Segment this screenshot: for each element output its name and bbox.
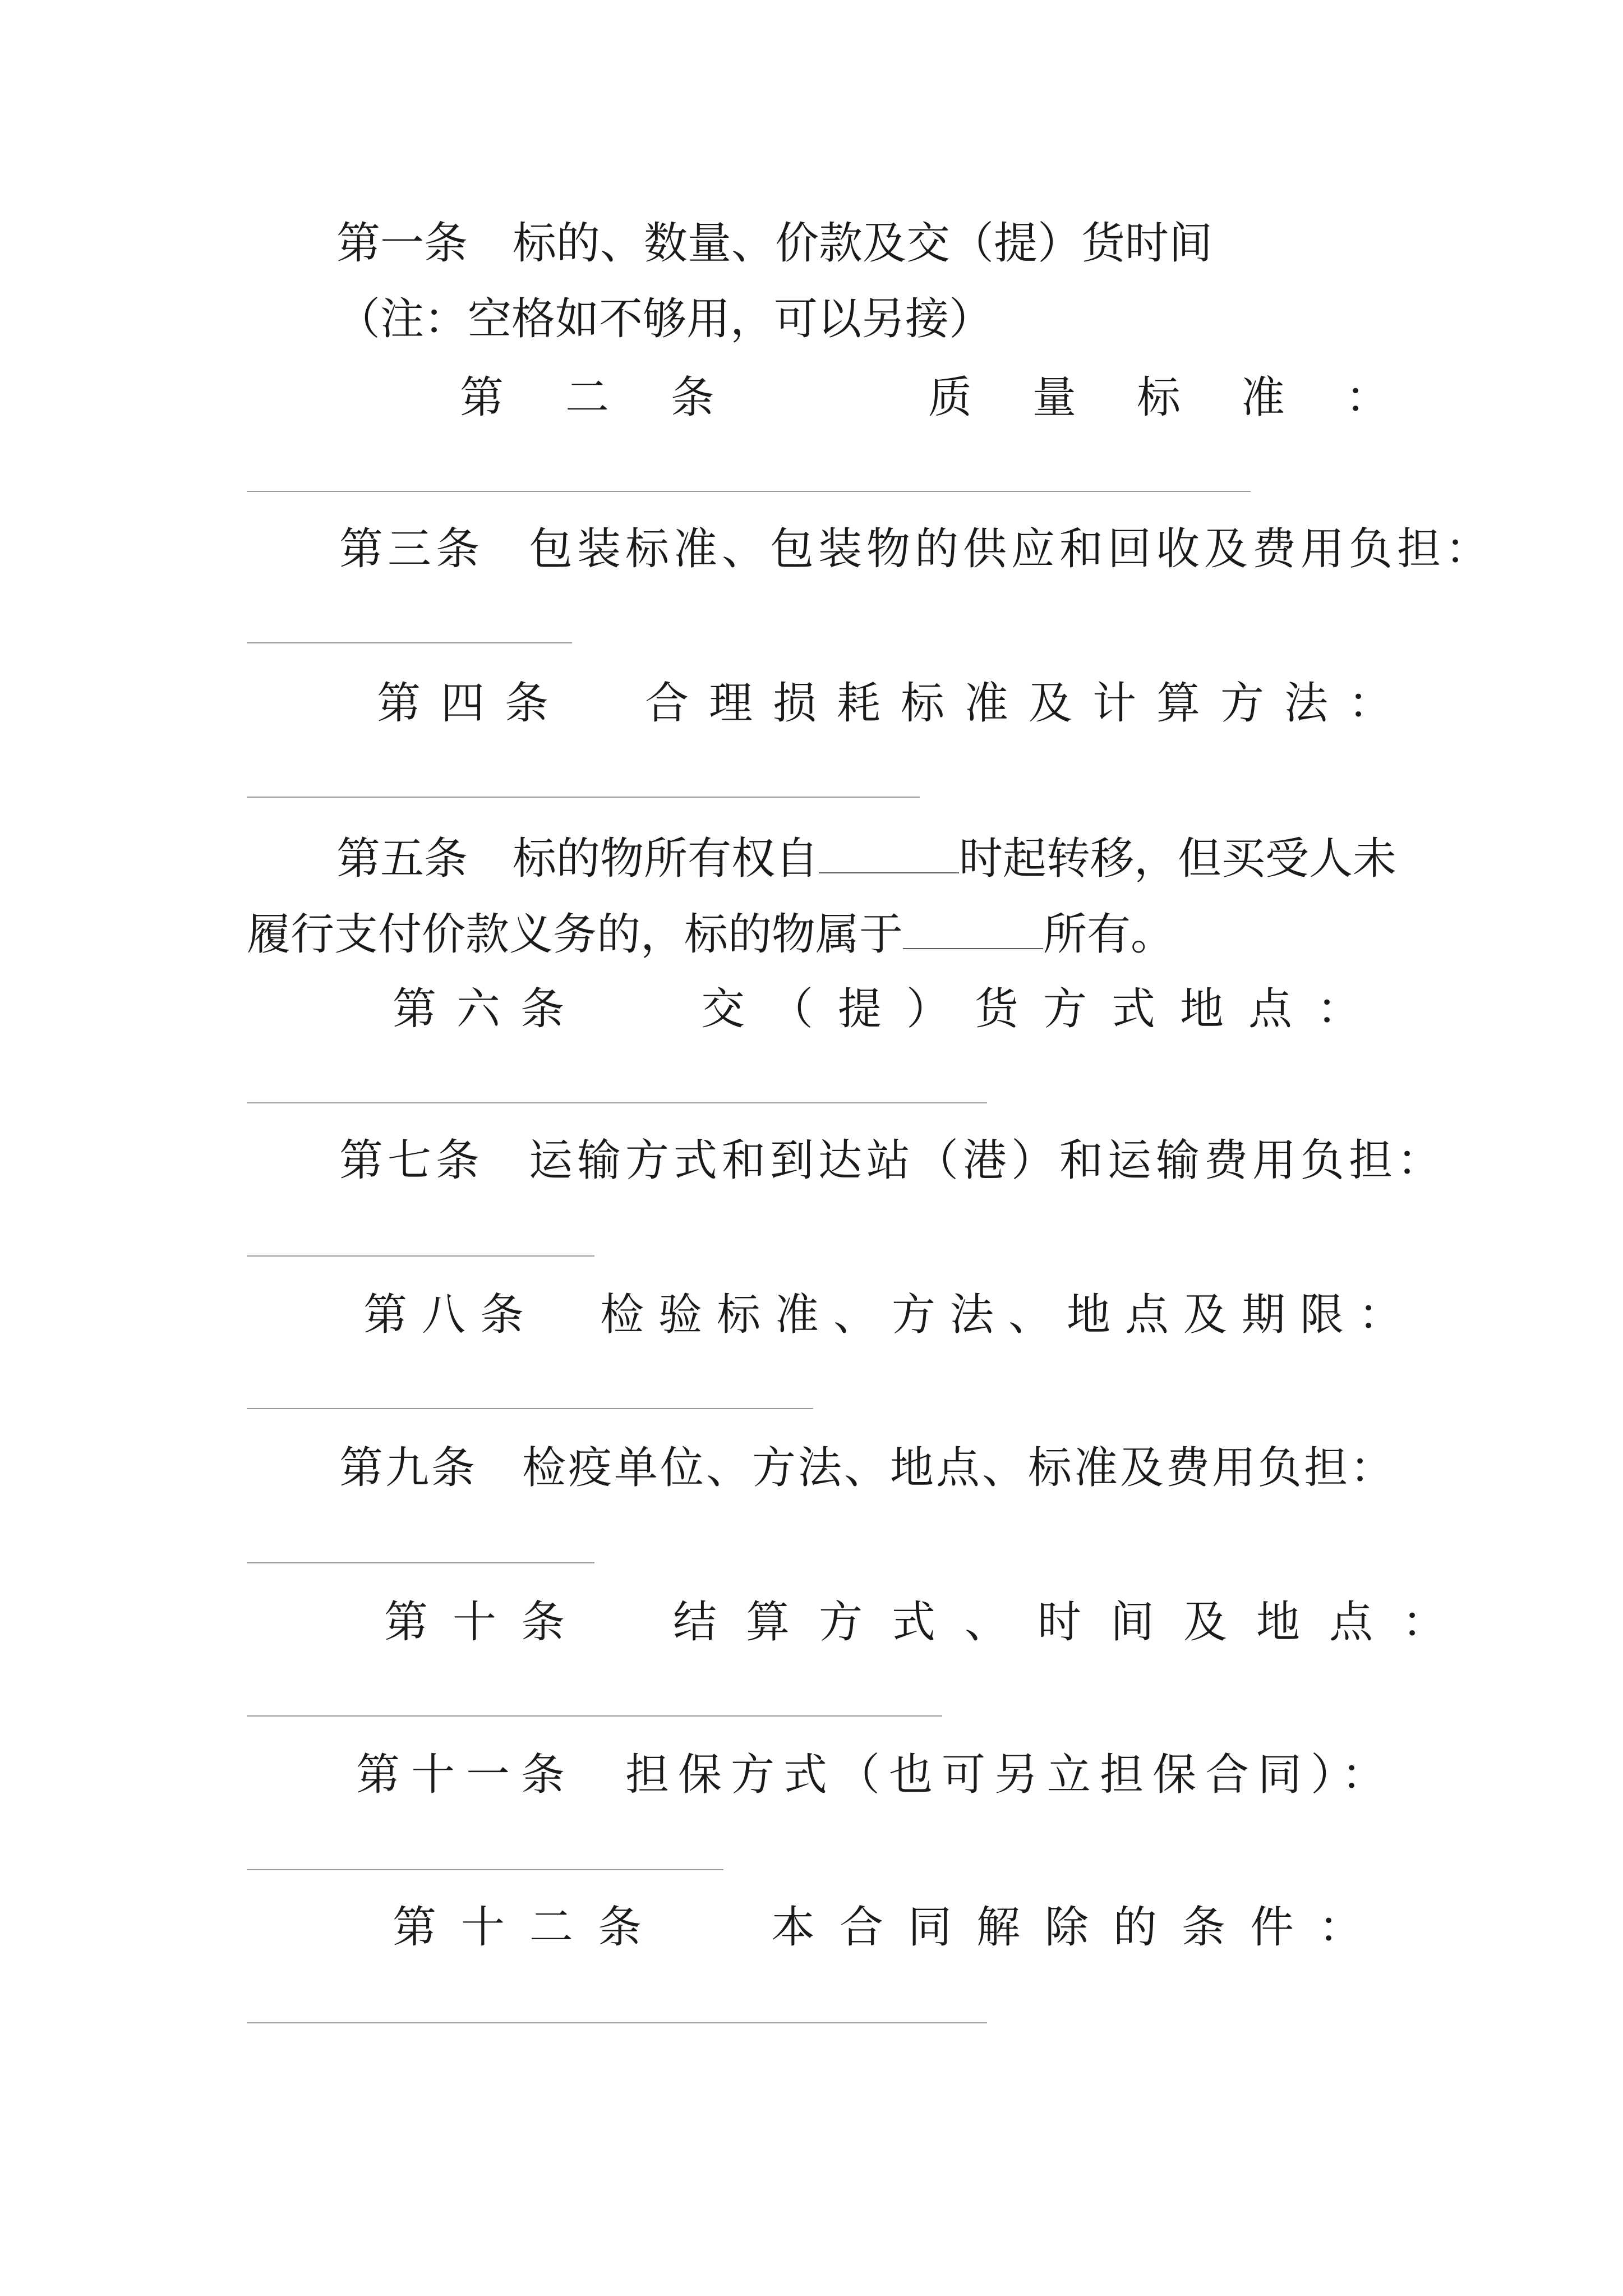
clause-1-text: 标的、数量、价款及交（提）货时间 bbox=[513, 218, 1213, 269]
clause-5-text-d: 所有。 bbox=[1043, 909, 1175, 960]
clause-2-number: 第二条 bbox=[460, 372, 777, 423]
clause-7 bbox=[339, 1135, 1446, 1186]
clause-3 bbox=[339, 524, 1494, 574]
clause-5-text-a: 标的物所有权自 bbox=[513, 834, 819, 884]
clause-12-number: 第十二条 bbox=[393, 1902, 667, 1953]
clause-4-text: 合理损耗标准及计算方法： bbox=[645, 678, 1413, 729]
clause-6-number: 第六条 bbox=[393, 984, 585, 1034]
clause-4-number: 第四条 bbox=[377, 678, 569, 729]
clause-note: （注：空格如不够用，可以另接） bbox=[336, 294, 993, 344]
clause-5-blank-1[interactable] bbox=[819, 833, 959, 873]
clause-9-number: 第九条 bbox=[339, 1443, 478, 1493]
clause-11-text: 担保方式（也可另立担保合同）： bbox=[625, 1750, 1395, 1800]
clause-1 bbox=[336, 218, 1213, 269]
clause-3-text: 包装标准、包装物的供应和回收及费用负担： bbox=[529, 524, 1494, 574]
clause-2-text: 质量标准： bbox=[928, 372, 1450, 423]
clause-6-fill-line bbox=[247, 1102, 987, 1103]
clause-7-text: 运输方式和到达站（港）和运输费用负担： bbox=[529, 1135, 1446, 1186]
clause-12-fill-line bbox=[247, 2022, 987, 2023]
clause-3-fill-line bbox=[247, 642, 572, 643]
clause-9 bbox=[339, 1443, 1396, 1493]
clause-8-number: 第八条 bbox=[363, 1290, 539, 1340]
clause-5-blank-2[interactable] bbox=[903, 909, 1043, 949]
clause-6-text: 交（提）货方式地点： bbox=[701, 984, 1386, 1034]
clause-12-text: 本合同解除的条件： bbox=[771, 1902, 1387, 1953]
clause-11-fill-line bbox=[247, 1869, 723, 1870]
clause-5-line-1 bbox=[336, 833, 1397, 884]
clause-10-fill-line bbox=[247, 1715, 942, 1717]
clause-4-fill-line bbox=[247, 797, 920, 798]
clause-9-fill-line bbox=[247, 1562, 594, 1563]
clause-2-fill-line bbox=[247, 491, 1251, 492]
clause-10-text: 结算方式、时间及地点： bbox=[673, 1597, 1476, 1648]
clause-3-number: 第三条 bbox=[339, 524, 485, 574]
clause-9-text: 检疫单位、方法、地点、标准及费用负担： bbox=[522, 1443, 1396, 1493]
clause-11-number: 第十一条 bbox=[356, 1750, 577, 1800]
clause-7-fill-line bbox=[247, 1255, 594, 1257]
clause-7-number: 第七条 bbox=[339, 1135, 485, 1186]
clause-5-text-b: 时起转移，但买受人未 bbox=[959, 834, 1397, 884]
clause-5-line-2 bbox=[247, 909, 1175, 960]
clause-5-number: 第五条 bbox=[336, 834, 468, 884]
clause-1-number: 第一条 bbox=[336, 218, 468, 269]
clause-8-fill-line bbox=[247, 1408, 813, 1409]
clause-8-text: 检验标准、方法、地点及期限： bbox=[600, 1290, 1417, 1340]
clause-10-number: 第十条 bbox=[384, 1597, 590, 1648]
clause-5-text-c: 履行支付价款义务的，标的物属于 bbox=[247, 909, 903, 960]
